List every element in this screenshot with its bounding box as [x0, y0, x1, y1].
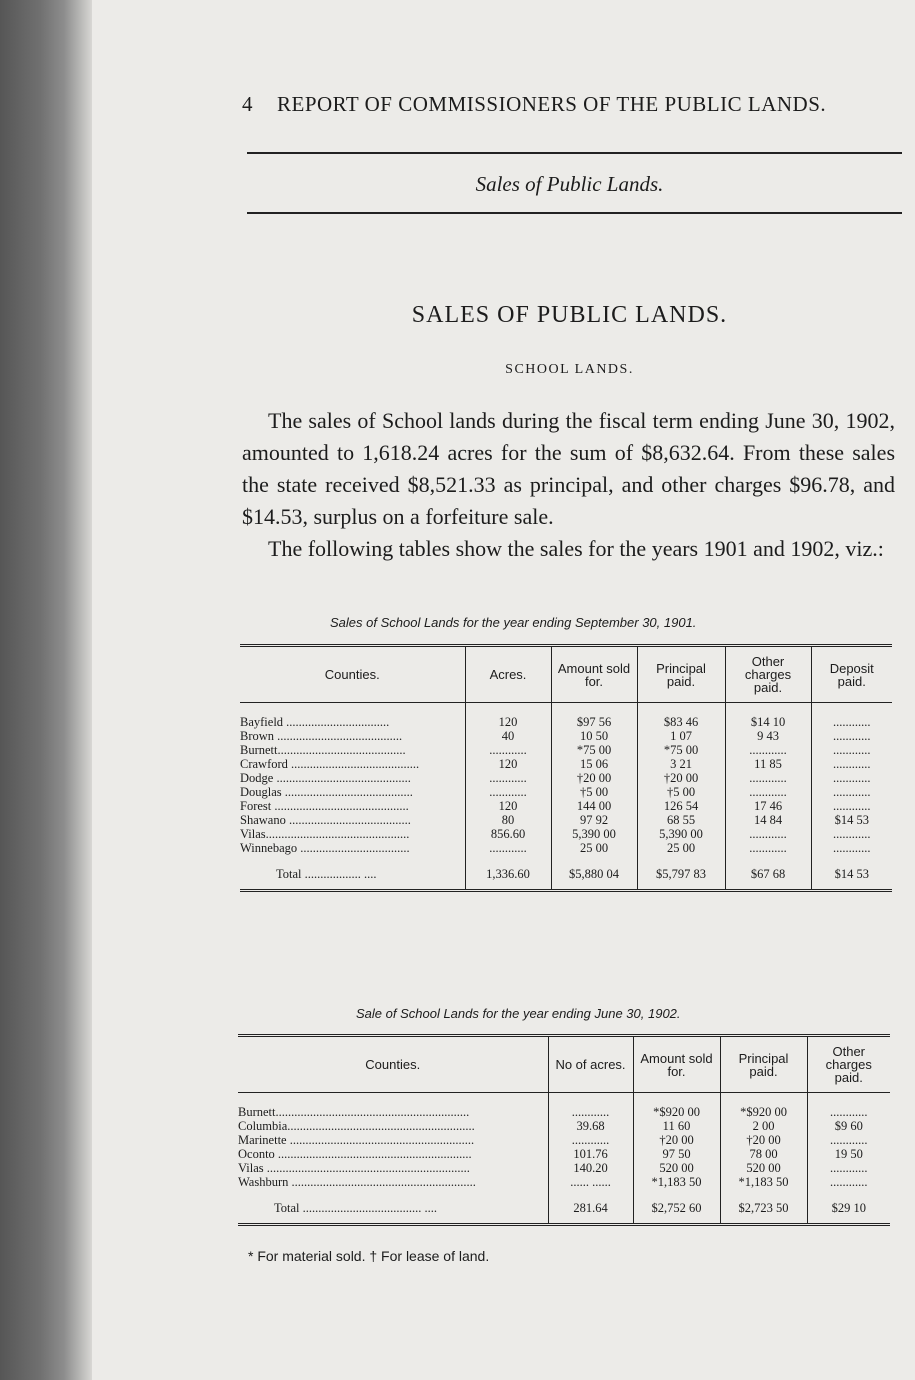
- value-cell: ............: [811, 827, 892, 841]
- table-row: [240, 703, 892, 730]
- county-cell: Forest ...........................................: [240, 799, 409, 813]
- total-value: 1,336.60: [465, 861, 551, 891]
- value-cell: ............: [465, 771, 551, 785]
- column-header-deposit-paid: Deposit paid.: [811, 646, 892, 703]
- value-cell: 120: [465, 799, 551, 813]
- table-row: [238, 1161, 890, 1175]
- total-row: [238, 1195, 890, 1225]
- value-cell: 97 92: [551, 813, 637, 827]
- value-cell: 144 00: [551, 799, 637, 813]
- value-cell: *$920 00: [720, 1093, 807, 1120]
- table-row: [238, 1119, 890, 1133]
- value-cell: 40: [465, 729, 551, 743]
- value-cell: *1,183 50: [720, 1175, 807, 1195]
- total-value: $5,880 04: [551, 861, 637, 891]
- sales-table-1902: [238, 1034, 890, 1226]
- total-value: $67 68: [725, 861, 811, 891]
- column-header-counties: Counties.: [238, 1036, 548, 1093]
- value-cell: $97 56: [551, 703, 637, 730]
- sales-table-1901: [240, 644, 892, 892]
- total-label: Total .................. ....: [240, 861, 465, 891]
- value-cell: 11 85: [725, 757, 811, 771]
- value-cell: 68 55: [637, 813, 725, 827]
- value-cell: 17 46: [725, 799, 811, 813]
- value-cell: 25 00: [637, 841, 725, 861]
- value-cell: 25 00: [551, 841, 637, 861]
- value-cell: 520 00: [720, 1161, 807, 1175]
- header-rule-top: [247, 152, 902, 154]
- value-cell: ............: [465, 785, 551, 799]
- total-value: 281.64: [548, 1195, 633, 1225]
- column-header-amount-sold: Amount sold for.: [551, 646, 637, 703]
- value-cell: ...... ......: [548, 1175, 633, 1195]
- value-cell: ............: [807, 1161, 890, 1175]
- value-cell: ............: [725, 743, 811, 757]
- table-row: [240, 757, 892, 771]
- county-cell: Burnett..............................................................: [238, 1105, 470, 1119]
- county-cell: Bayfield .................................: [240, 715, 390, 729]
- value-cell: ............: [811, 743, 892, 757]
- value-cell: ............: [725, 785, 811, 799]
- table-row: [240, 827, 892, 841]
- value-cell: 11 60: [633, 1119, 720, 1133]
- value-cell: †20 00: [633, 1133, 720, 1147]
- table-row: [240, 729, 892, 743]
- value-cell: *$920 00: [633, 1093, 720, 1120]
- value-cell: 97 50: [633, 1147, 720, 1161]
- column-header-principal-paid: Principal paid.: [720, 1036, 807, 1093]
- value-cell: ............: [465, 841, 551, 861]
- body-text: [242, 405, 895, 565]
- county-cell: Dodge ...........................................: [240, 771, 411, 785]
- value-cell: 1 07: [637, 729, 725, 743]
- value-cell: ............: [548, 1093, 633, 1120]
- value-cell: 19 50: [807, 1147, 890, 1161]
- county-cell: Shawano .......................................: [240, 813, 411, 827]
- value-cell: *75 00: [637, 743, 725, 757]
- column-header-other-charges: Other charges paid.: [725, 646, 811, 703]
- value-cell: 520 00: [633, 1161, 720, 1175]
- column-header-acres: Acres.: [465, 646, 551, 703]
- value-cell: ............: [807, 1093, 890, 1120]
- value-cell: ............: [807, 1175, 890, 1195]
- book-binding-edge: [0, 0, 92, 1380]
- value-cell: ............: [725, 827, 811, 841]
- value-cell: ............: [811, 703, 892, 730]
- total-value: $2,723 50: [720, 1195, 807, 1225]
- value-cell: 120: [465, 703, 551, 730]
- total-value: $2,752 60: [633, 1195, 720, 1225]
- value-cell: ............: [811, 799, 892, 813]
- table-2-caption: Sale of School Lands for the year ending June 30, 1902.: [356, 1006, 681, 1021]
- section-subhead: Sales of Public Lands.: [475, 172, 664, 196]
- column-header-amount-sold: Amount sold for.: [633, 1036, 720, 1093]
- paragraph: The following tables show the sales for the years 1901 and 1902, viz.:: [268, 536, 884, 561]
- value-cell: $9 60: [807, 1119, 890, 1133]
- total-value: $29 10: [807, 1195, 890, 1225]
- county-cell: Vilas..............................................: [240, 827, 410, 841]
- county-cell: Vilas .................................................................: [238, 1161, 470, 1175]
- table-row: [238, 1175, 890, 1195]
- value-cell: *1,183 50: [633, 1175, 720, 1195]
- value-cell: ............: [811, 729, 892, 743]
- table-row: [240, 799, 892, 813]
- county-cell: Marinette ...........................................................: [238, 1133, 475, 1147]
- table-row: [240, 813, 892, 827]
- value-cell: ............: [811, 757, 892, 771]
- value-cell: †20 00: [551, 771, 637, 785]
- column-header-principal-paid: Principal paid.: [637, 646, 725, 703]
- value-cell: 9 43: [725, 729, 811, 743]
- table-row: [240, 785, 892, 799]
- value-cell: 3 21: [637, 757, 725, 771]
- county-cell: Columbia............................................................: [238, 1119, 475, 1133]
- county-cell: Douglas .........................................: [240, 785, 413, 799]
- value-cell: 5,390 00: [551, 827, 637, 841]
- value-cell: †20 00: [720, 1133, 807, 1147]
- table-1-caption: Sales of School Lands for the year ending September 30, 1901.: [330, 615, 697, 630]
- document-page: [92, 0, 915, 1380]
- value-cell: ............: [548, 1133, 633, 1147]
- value-cell: 78 00: [720, 1147, 807, 1161]
- table-row: [240, 743, 892, 757]
- value-cell: 140.20: [548, 1161, 633, 1175]
- county-cell: Washburn ...........................................................: [238, 1175, 476, 1189]
- value-cell: $14 10: [725, 703, 811, 730]
- county-cell: Crawford .........................................: [240, 757, 420, 771]
- county-cell: Brown ........................................: [240, 729, 403, 743]
- page-subtitle: SCHOOL LANDS.: [505, 362, 634, 377]
- table-row: [238, 1147, 890, 1161]
- value-cell: 39.68: [548, 1119, 633, 1133]
- value-cell: †5 00: [551, 785, 637, 799]
- total-row: [240, 861, 892, 891]
- value-cell: ............: [725, 841, 811, 861]
- footnote: * For material sold. † For lease of land.: [248, 1248, 490, 1264]
- value-cell: ............: [465, 743, 551, 757]
- table-row: [238, 1093, 890, 1120]
- county-cell: Winnebago ...................................: [240, 841, 410, 855]
- page-title: SALES OF PUBLIC LANDS.: [411, 302, 728, 328]
- page-number: 4: [242, 92, 253, 116]
- county-cell: Oconto ..............................................................: [238, 1147, 472, 1161]
- county-cell: Burnett.........................................: [240, 743, 406, 757]
- paragraph: The sales of School lands during the fiscal term ending June 30, 1902, amounted to 1,618.24 acres for the sum of $8,632.64. From these sales the state received $8,521.33 as principal, and other charges $96.78, and $14.53, surplus on a forfeiture sale.: [242, 408, 895, 529]
- header-rule-bottom: [247, 212, 902, 214]
- running-title: REPORT OF COMMISSIONERS OF THE PUBLIC LANDS.: [277, 92, 827, 116]
- value-cell: 2 00: [720, 1119, 807, 1133]
- value-cell: *75 00: [551, 743, 637, 757]
- value-cell: ............: [807, 1133, 890, 1147]
- value-cell: $14 53: [811, 813, 892, 827]
- table-header-row: [238, 1036, 890, 1093]
- table-row: [240, 841, 892, 861]
- value-cell: 10 50: [551, 729, 637, 743]
- value-cell: 856.60: [465, 827, 551, 841]
- table-header-row: [240, 646, 892, 703]
- column-header-acres: No of acres.: [548, 1036, 633, 1093]
- column-header-other-charges: Other charges paid.: [807, 1036, 890, 1093]
- table-row: [240, 771, 892, 785]
- value-cell: 15 06: [551, 757, 637, 771]
- value-cell: ............: [811, 841, 892, 861]
- value-cell: ............: [811, 785, 892, 799]
- value-cell: 5,390 00: [637, 827, 725, 841]
- value-cell: 80: [465, 813, 551, 827]
- column-header-counties: Counties.: [240, 646, 465, 703]
- table-row: [238, 1133, 890, 1147]
- running-head: [242, 92, 826, 117]
- value-cell: 14 84: [725, 813, 811, 827]
- value-cell: †5 00: [637, 785, 725, 799]
- value-cell: 101.76: [548, 1147, 633, 1161]
- total-label: Total ...................................... ....: [238, 1195, 548, 1225]
- total-value: $5,797 83: [637, 861, 725, 891]
- value-cell: 120: [465, 757, 551, 771]
- value-cell: $83 46: [637, 703, 725, 730]
- value-cell: ............: [725, 771, 811, 785]
- value-cell: 126 54: [637, 799, 725, 813]
- value-cell: †20 00: [637, 771, 725, 785]
- total-value: $14 53: [811, 861, 892, 891]
- value-cell: ............: [811, 771, 892, 785]
